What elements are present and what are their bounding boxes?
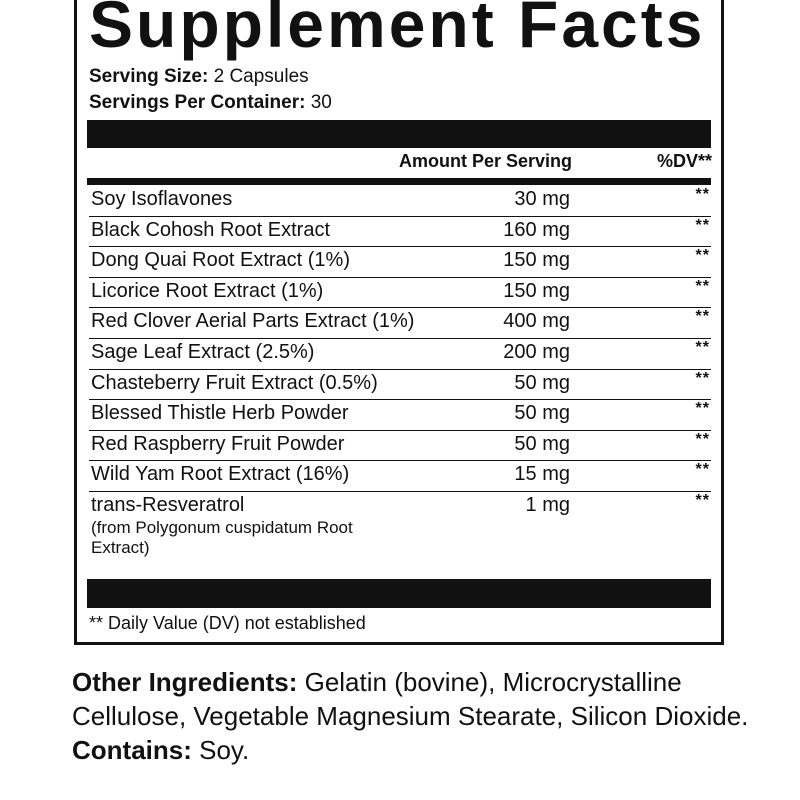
table-row: [89, 461, 711, 492]
other-ingredients-text: Gelatin (bovine), Microcrystalline Cellulose, Vegetable Magnesium Stearate, Silicon Dioxide.: [72, 667, 749, 731]
ingredient-dv: **: [695, 247, 710, 265]
ingredient-amount: 400 mg: [503, 310, 570, 333]
ingredient-name: Sage Leaf Extract (2.5%): [91, 340, 315, 363]
servings-per-container-value: 30: [310, 92, 332, 113]
table-row: [89, 431, 711, 462]
dv-footnote: ** Daily Value (DV) not established: [89, 613, 366, 633]
ingredient-name: Soy Isoflavones: [91, 188, 233, 210]
ingredient-dv: **: [695, 216, 710, 234]
ingredient-amount: 150 mg: [503, 249, 570, 272]
ingredient-amount: 50 mg: [514, 432, 570, 455]
ingredient-name: Wild Yam Root Extract (16%): [91, 463, 350, 486]
contains-text: Soy.: [199, 735, 250, 765]
supplement-facts-panel: [74, 0, 724, 645]
ingredient-dv: **: [695, 400, 710, 418]
table-row: [89, 370, 711, 401]
ingredient-amount: 160 mg: [503, 218, 570, 241]
ingredient-dv: **: [695, 369, 710, 387]
ingredient-amount: 50 mg: [514, 402, 570, 425]
ingredient-dv: **: [695, 430, 710, 448]
ingredient-name: Red Clover Aerial Parts Extract (1%): [91, 310, 415, 333]
table-row: [89, 217, 711, 248]
ingredient-amount: 15 mg: [514, 463, 570, 486]
ingredient-dv: **: [695, 277, 710, 295]
ingredient-dv: **: [695, 491, 710, 509]
ingredient-dv: **: [695, 186, 710, 203]
ingredient-table: [89, 186, 711, 572]
panel-title: Supplement Facts: [89, 0, 706, 61]
ingredient-dv: **: [695, 338, 710, 356]
ingredient-name: Blessed Thistle Herb Powder: [91, 402, 349, 425]
ingredient-name: trans-Resveratrol: [91, 493, 245, 516]
ingredient-amount: 50 mg: [514, 371, 570, 394]
servings-per-container: [89, 92, 332, 114]
table-row: [89, 339, 711, 370]
table-row: [89, 247, 711, 278]
ingredient-amount: 30 mg: [514, 188, 570, 210]
table-row: [89, 186, 711, 217]
other-ingredients-section: [72, 665, 772, 767]
table-row: [89, 492, 711, 572]
contains-label: Contains:: [72, 735, 192, 765]
header-divider: [87, 178, 711, 185]
serving-size: [89, 66, 309, 88]
column-header-amount: Amount Per Serving: [398, 151, 572, 171]
column-header-dv: %DV**: [656, 151, 712, 171]
contains-statement: [72, 733, 772, 767]
ingredient-name: Black Cohosh Root Extract: [91, 218, 330, 241]
ingredient-amount: 200 mg: [503, 340, 570, 363]
ingredient-amount: 150 mg: [503, 279, 570, 302]
ingredient-name: Red Raspberry Fruit Powder: [91, 432, 345, 455]
table-row: [89, 400, 711, 431]
ingredient-name: Licorice Root Extract (1%): [91, 279, 324, 302]
thick-divider-top: [87, 120, 711, 148]
table-row: [89, 278, 711, 309]
other-ingredients: [72, 665, 772, 733]
ingredient-name: Chasteberry Fruit Extract (0.5%): [91, 371, 378, 394]
table-row: [89, 308, 711, 339]
serving-size-label: Serving Size:: [89, 66, 209, 87]
ingredient-amount: 1 mg: [525, 493, 570, 516]
serving-size-value: 2 Capsules: [213, 66, 309, 87]
thick-divider-bottom: [87, 579, 711, 608]
other-ingredients-label: Other Ingredients:: [72, 667, 298, 697]
ingredient-source-note: (from Polygonum cuspidatum Root Extract): [91, 517, 353, 557]
servings-per-container-label: Servings Per Container:: [89, 92, 306, 113]
ingredient-name: Dong Quai Root Extract (1%): [91, 249, 350, 272]
ingredient-dv: **: [695, 461, 710, 479]
ingredient-dv: **: [695, 308, 710, 326]
